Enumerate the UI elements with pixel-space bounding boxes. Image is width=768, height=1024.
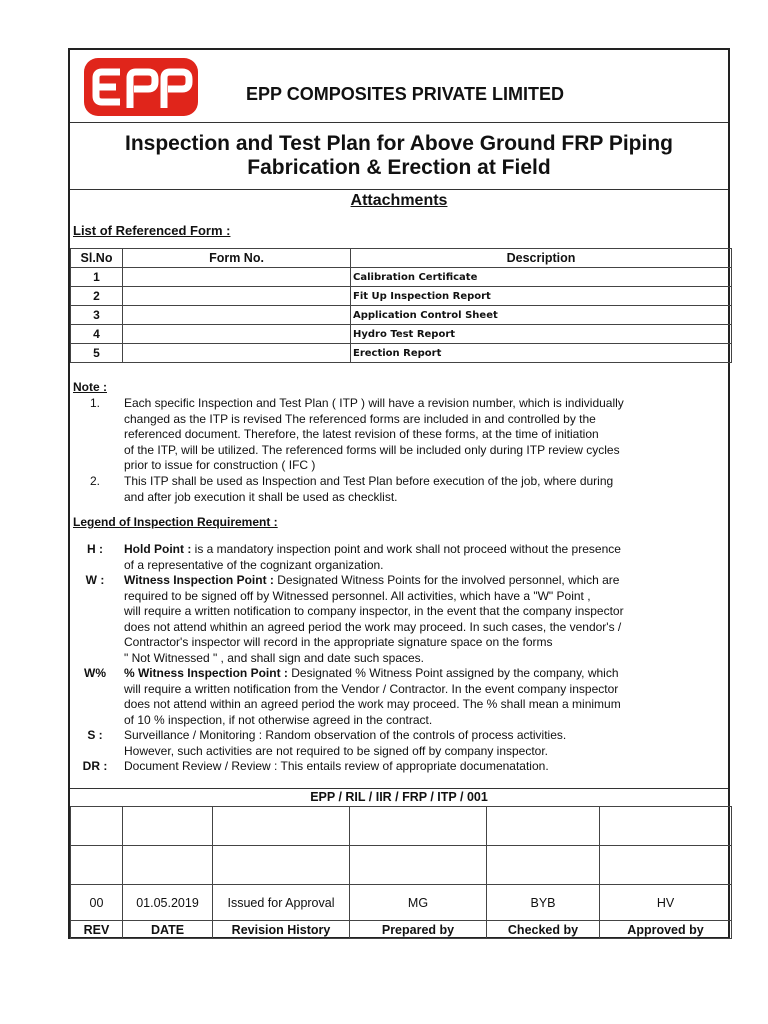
divider xyxy=(70,788,728,789)
divider xyxy=(70,189,728,190)
checked-cell: BYB xyxy=(487,885,600,921)
legend-witness-point xyxy=(124,573,724,667)
table-row xyxy=(71,268,732,287)
note-heading: Note : xyxy=(73,380,107,394)
note-number: 1. xyxy=(89,396,100,410)
description-cell: Hydro Test Report xyxy=(351,325,732,344)
legend-code-s: S : xyxy=(87,728,103,742)
table-cell xyxy=(123,846,213,885)
legend-text: will require a written notification to company inspector, in the event that the company inspector xyxy=(124,604,624,619)
table-cell xyxy=(71,846,123,885)
legend-text: Designated Witness Points for the involved personnel, which are xyxy=(273,573,620,587)
rev-cell: 00 xyxy=(71,885,123,921)
column-header: REV xyxy=(71,921,123,939)
sl-no-cell: 2 xyxy=(71,287,123,306)
legend-code-h: H : xyxy=(87,542,103,556)
table-cell xyxy=(600,846,732,885)
column-header: Form No. xyxy=(123,249,351,268)
legend-text: Contractor's inspector will record in the appropriate signature space on the forms xyxy=(124,635,553,650)
revision-table xyxy=(70,806,732,939)
prepared-cell: MG xyxy=(350,885,487,921)
table-row xyxy=(71,344,732,363)
legend-text: However, such activities are not required to be signed off by company inspector. xyxy=(124,743,549,758)
sl-no-cell: 1 xyxy=(71,268,123,287)
note-line: and after job execution it shall be used as checklist. xyxy=(124,489,398,504)
note-item-2 xyxy=(80,474,720,505)
column-header: Checked by xyxy=(487,921,600,939)
legend-term: % Witness Inspection Point : xyxy=(124,666,288,680)
note-line: prior to issue for construction ( IFC ) xyxy=(124,458,316,473)
sl-no-cell: 3 xyxy=(71,306,123,325)
legend-text: does not attend within an agreed period the work may proceed. The % shall mean a minimum xyxy=(124,697,621,712)
table-cell xyxy=(213,846,350,885)
title-line-1: Inspection and Test Plan for Above Ground FRP Piping xyxy=(125,132,673,155)
column-header: Revision History xyxy=(213,921,350,939)
table-cell xyxy=(350,807,487,846)
note-number: 2. xyxy=(89,474,100,488)
revision-row xyxy=(71,885,732,921)
itp-document xyxy=(68,48,730,939)
table-cell xyxy=(123,807,213,846)
form-no-cell xyxy=(123,325,351,344)
divider xyxy=(70,122,728,123)
document-reference: EPP / RIL / IIR / FRP / ITP / 001 xyxy=(310,790,488,804)
note-line: changed as the ITP is revised The referenced forms are included in and controlled by the xyxy=(124,411,596,426)
table-cell xyxy=(71,807,123,846)
legend-text: of a representative of the cognizant organization. xyxy=(124,557,384,572)
column-header: Prepared by xyxy=(350,921,487,939)
company-name: EPP COMPOSITES PRIVATE LIMITED xyxy=(246,84,565,104)
history-cell: Issued for Approval xyxy=(213,885,350,921)
table-row xyxy=(71,807,732,846)
forms-heading: List of Referenced Form : xyxy=(73,223,231,238)
note-line: This ITP shall be used as Inspection and Test Plan before execution of the job, where during xyxy=(124,474,614,488)
description-cell: Erection Report xyxy=(351,344,732,363)
table-cell xyxy=(600,807,732,846)
table-row xyxy=(71,846,732,885)
description-cell: Calibration Certificate xyxy=(351,268,732,287)
legend-document-review xyxy=(124,759,724,775)
note-line: Each specific Inspection and Test Plan ( ITP ) will have a revision number, which is individually xyxy=(124,396,624,410)
table-cell xyxy=(213,807,350,846)
form-no-cell xyxy=(123,287,351,306)
sl-no-cell: 5 xyxy=(71,344,123,363)
form-no-cell xyxy=(123,268,351,287)
form-no-cell xyxy=(123,306,351,325)
document-title xyxy=(70,132,728,180)
table-row xyxy=(71,306,732,325)
note-line: referenced document. Therefore, the latest revision of these forms, at the time of initiation xyxy=(124,427,599,442)
column-header: DATE xyxy=(123,921,213,939)
legend-surveillance xyxy=(124,728,724,759)
legend-text: " Not Witnessed " , and shall sign and date such spaces. xyxy=(124,650,425,665)
legend-percent-witness-point xyxy=(124,666,724,728)
column-header: Sl.No xyxy=(71,249,123,268)
legend-term: Hold Point : xyxy=(124,542,192,556)
legend-text: Document Review / Review : This entails review of appropriate documenatation. xyxy=(124,759,549,773)
legend-code-w: W : xyxy=(85,573,105,587)
legend-code-dr: DR : xyxy=(82,759,108,773)
epp-logo xyxy=(84,58,198,116)
legend-text: does not attend whithin an agreed period the work may proceed. In such cases, the vendor's / xyxy=(124,619,622,634)
table-header-row xyxy=(71,249,732,268)
legend-text: is a mandatory inspection point and work shall not proceed without the presence xyxy=(191,542,621,556)
column-header: Description xyxy=(351,249,732,268)
sl-no-cell: 4 xyxy=(71,325,123,344)
legend-hold-point xyxy=(124,542,724,573)
column-header: Approved by xyxy=(600,921,732,939)
date-cell: 01.05.2019 xyxy=(123,885,213,921)
table-row xyxy=(71,325,732,344)
attachments-heading: Attachments xyxy=(350,192,448,209)
note-item-1 xyxy=(80,396,720,474)
legend-code-w-percent: W% xyxy=(84,666,106,680)
approved-cell: HV xyxy=(600,885,732,921)
form-no-cell xyxy=(123,344,351,363)
table-row xyxy=(71,287,732,306)
legend-heading: Legend of Inspection Requirement : xyxy=(73,515,278,529)
referenced-forms-table xyxy=(70,248,732,363)
table-cell xyxy=(350,846,487,885)
table-cell xyxy=(487,807,600,846)
note-line: of the ITP, will be utilized. The referenced forms will be included only during ITP review cycles xyxy=(124,442,620,457)
legend-text: required to be signed off by Witnessed personnel. All activities, which have a "W" Point , xyxy=(124,588,591,603)
legend-text: Designated % Witness Point assigned by the company, which xyxy=(287,666,619,680)
legend-text: of 10 % inspection, if not otherwise agreed in the contract. xyxy=(124,712,433,727)
legend-text: Surveillance / Monitoring : Random observation of the controls of process activities. xyxy=(124,728,567,742)
legend-text: will require a written notification from the Vendor / Contractor. In the event company inspector xyxy=(124,681,619,696)
table-cell xyxy=(487,846,600,885)
description-cell: Application Control Sheet xyxy=(351,306,732,325)
title-line-2: Fabrication & Erection at Field xyxy=(247,156,551,179)
description-cell: Fit Up Inspection Report xyxy=(351,287,732,306)
legend-term: Witness Inspection Point : xyxy=(124,573,274,587)
revision-header-row xyxy=(71,921,732,939)
